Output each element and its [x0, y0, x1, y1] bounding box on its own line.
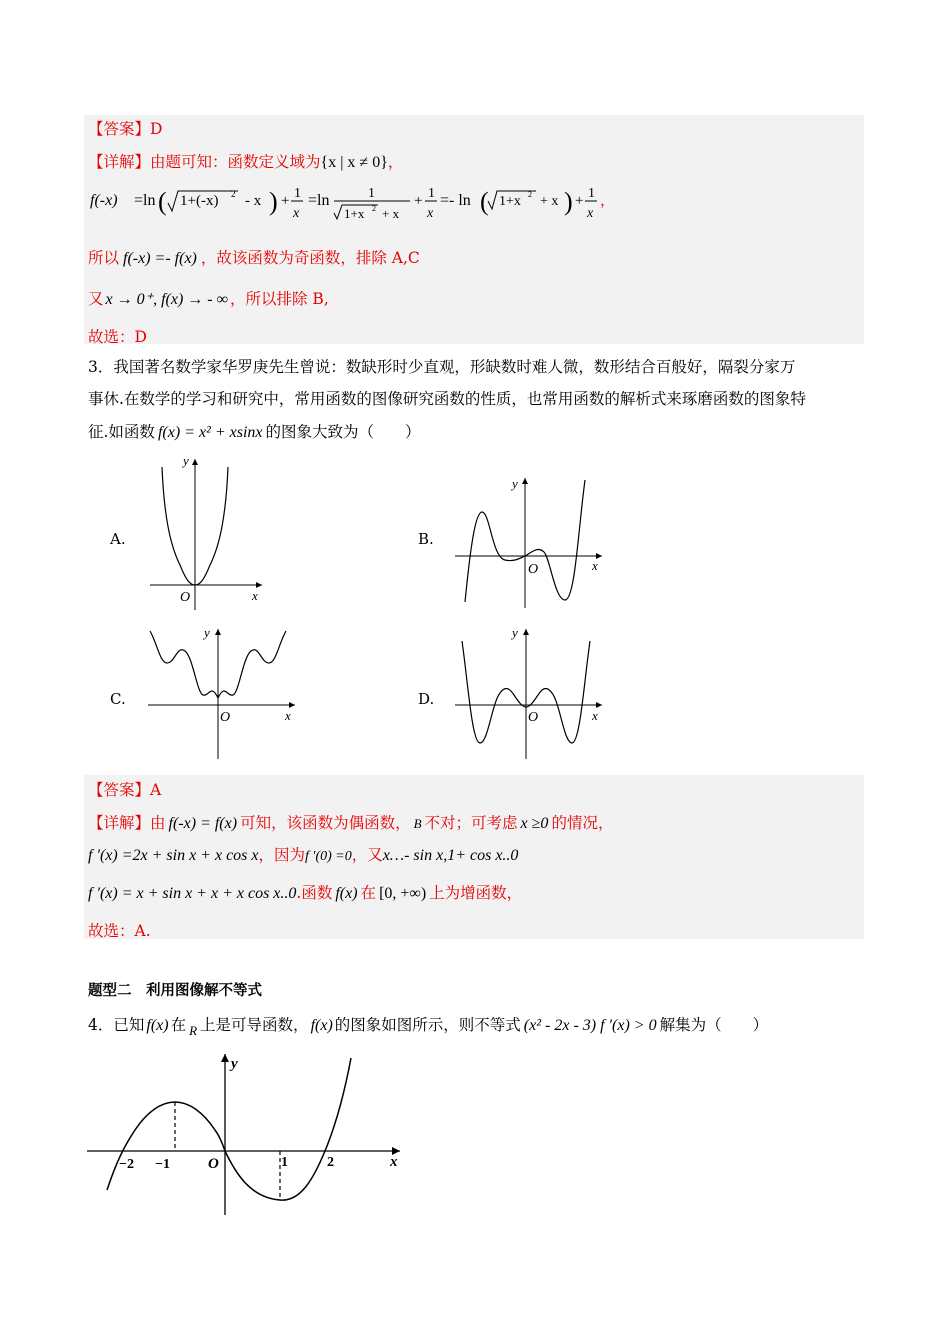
svg-text:+: + [414, 193, 423, 209]
svg-text:=- ln: =- ln [440, 192, 471, 209]
svg-text:O: O [528, 710, 539, 725]
limit-line: 又 x → 0⁺, f(x) → - ∞ ，所以排除 B, [88, 290, 329, 308]
svg-text:y: y [204, 625, 210, 640]
svg-text:- x: - x [245, 193, 262, 209]
svg-text:x: x [293, 206, 300, 221]
q3-line1: 3．我国著名数学家华罗庚先生曾说：数缺形时少直观，形缺数时难人微，数形结合百般好，隔裂分家万 [88, 358, 796, 376]
svg-text:x: x [285, 708, 291, 723]
svg-text:y: y [512, 625, 518, 640]
svg-text:+: + [281, 193, 290, 209]
svg-text:O: O [180, 590, 191, 605]
option-b-label[interactable]: B. [418, 530, 434, 548]
svg-text:+ x: + x [382, 206, 400, 221]
graph-b[interactable] [450, 472, 610, 612]
svg-text:(: ( [480, 187, 489, 216]
detail-line-2: 【详解】由 f(-x) = f(x) 可知，该函数为偶函数， B 不对；可考虑 x ≥0 的情况， [88, 814, 614, 832]
detail-line-1: 【详解】由题可知：函数定义域为{x | x ≠ 0}， [88, 153, 404, 171]
svg-text:O: O [528, 562, 539, 577]
svg-text:): ) [564, 187, 573, 216]
option-c-label[interactable]: C. [110, 690, 126, 708]
svg-text:+: + [575, 193, 584, 209]
svg-text:(: ( [158, 187, 167, 216]
svg-text:1: 1 [588, 186, 595, 201]
svg-text:y: y [183, 455, 189, 468]
option-a-label[interactable]: A. [110, 530, 126, 548]
svg-text:2: 2 [327, 1155, 334, 1170]
derivative-line: f ′(x) =2x + sin x + x cos x，因为f ′(0) =0，又x…- sin x,1+ cos x..0 [88, 846, 519, 864]
q3-line2: 事休.在数学的学习和研究中，常用函数的图像研究函数的性质，也常用函数的解析式来琢磨函数的图象特 [88, 390, 806, 408]
graph-d[interactable] [450, 623, 610, 763]
q3-line3: 征.如函数 f(x) = x² + xsinx 的图象大致为（ ） [88, 423, 421, 441]
svg-text:y: y [512, 476, 518, 491]
conclusion-1: 故选：D [88, 328, 147, 346]
answer-line-2: 【答案】A [88, 781, 162, 799]
graph-c[interactable] [145, 623, 305, 763]
svg-text:O: O [220, 710, 231, 725]
svg-text:1: 1 [428, 186, 435, 201]
q4-graph[interactable] [85, 1050, 415, 1220]
svg-text:1: 1 [281, 1155, 288, 1170]
svg-text:2: 2 [231, 189, 236, 199]
graph-a[interactable] [140, 455, 270, 615]
svg-text:x: x [427, 206, 434, 221]
svg-text:x: x [390, 1154, 398, 1170]
svg-text:2: 2 [372, 204, 376, 213]
q4-text: 4．已知 f(x) 在 $_R$ 上是可导函数， f(x) 的图象如图所示，则不等式 (x² - 2x - 3) f ′(x) > 0 解集为（ ） [88, 1016, 769, 1038]
odd-function-line: 所以 f(-x) =- f(x) ，故该函数为奇函数，排除 A,C [88, 249, 420, 267]
svg-text:x: x [592, 558, 598, 573]
svg-text:x: x [587, 206, 594, 221]
svg-text:1+(-x): 1+(-x) [180, 193, 219, 209]
svg-text:y: y [231, 1056, 238, 1072]
section-heading: 题型二 利用图像解不等式 [88, 983, 262, 999]
svg-text:1: 1 [368, 186, 375, 201]
svg-text:1+x: 1+x [344, 206, 365, 221]
svg-text:=ln: =ln [308, 192, 330, 209]
answer-line-1: 【答案】D [88, 120, 163, 138]
svg-text:−2: −2 [119, 1157, 134, 1172]
increasing-line: f ′(x) = x + sin x + x + x cos x..0.函数 f(x) 在 [0, +∞) 上为增函数， [88, 884, 523, 902]
svg-text:1+x: 1+x [499, 194, 521, 209]
svg-text:+ x: + x [540, 194, 559, 209]
f-minus-x: f(-x) [90, 192, 118, 209]
domain-set: {x | x ≠ 0} [320, 154, 388, 171]
svg-text:2: 2 [528, 190, 532, 199]
conclusion-2: 故选：A. [88, 922, 151, 940]
svg-text:O: O [208, 1156, 219, 1172]
svg-text:x: x [252, 588, 258, 603]
svg-text:): ) [269, 187, 278, 216]
formula-svg [88, 181, 648, 225]
svg-text:1: 1 [294, 186, 301, 201]
svg-text:=ln: =ln [134, 192, 156, 209]
svg-text:，: ， [600, 193, 616, 209]
svg-text:−1: −1 [155, 1157, 170, 1172]
option-d-label[interactable]: D. [418, 690, 435, 708]
svg-text:x: x [592, 708, 598, 723]
